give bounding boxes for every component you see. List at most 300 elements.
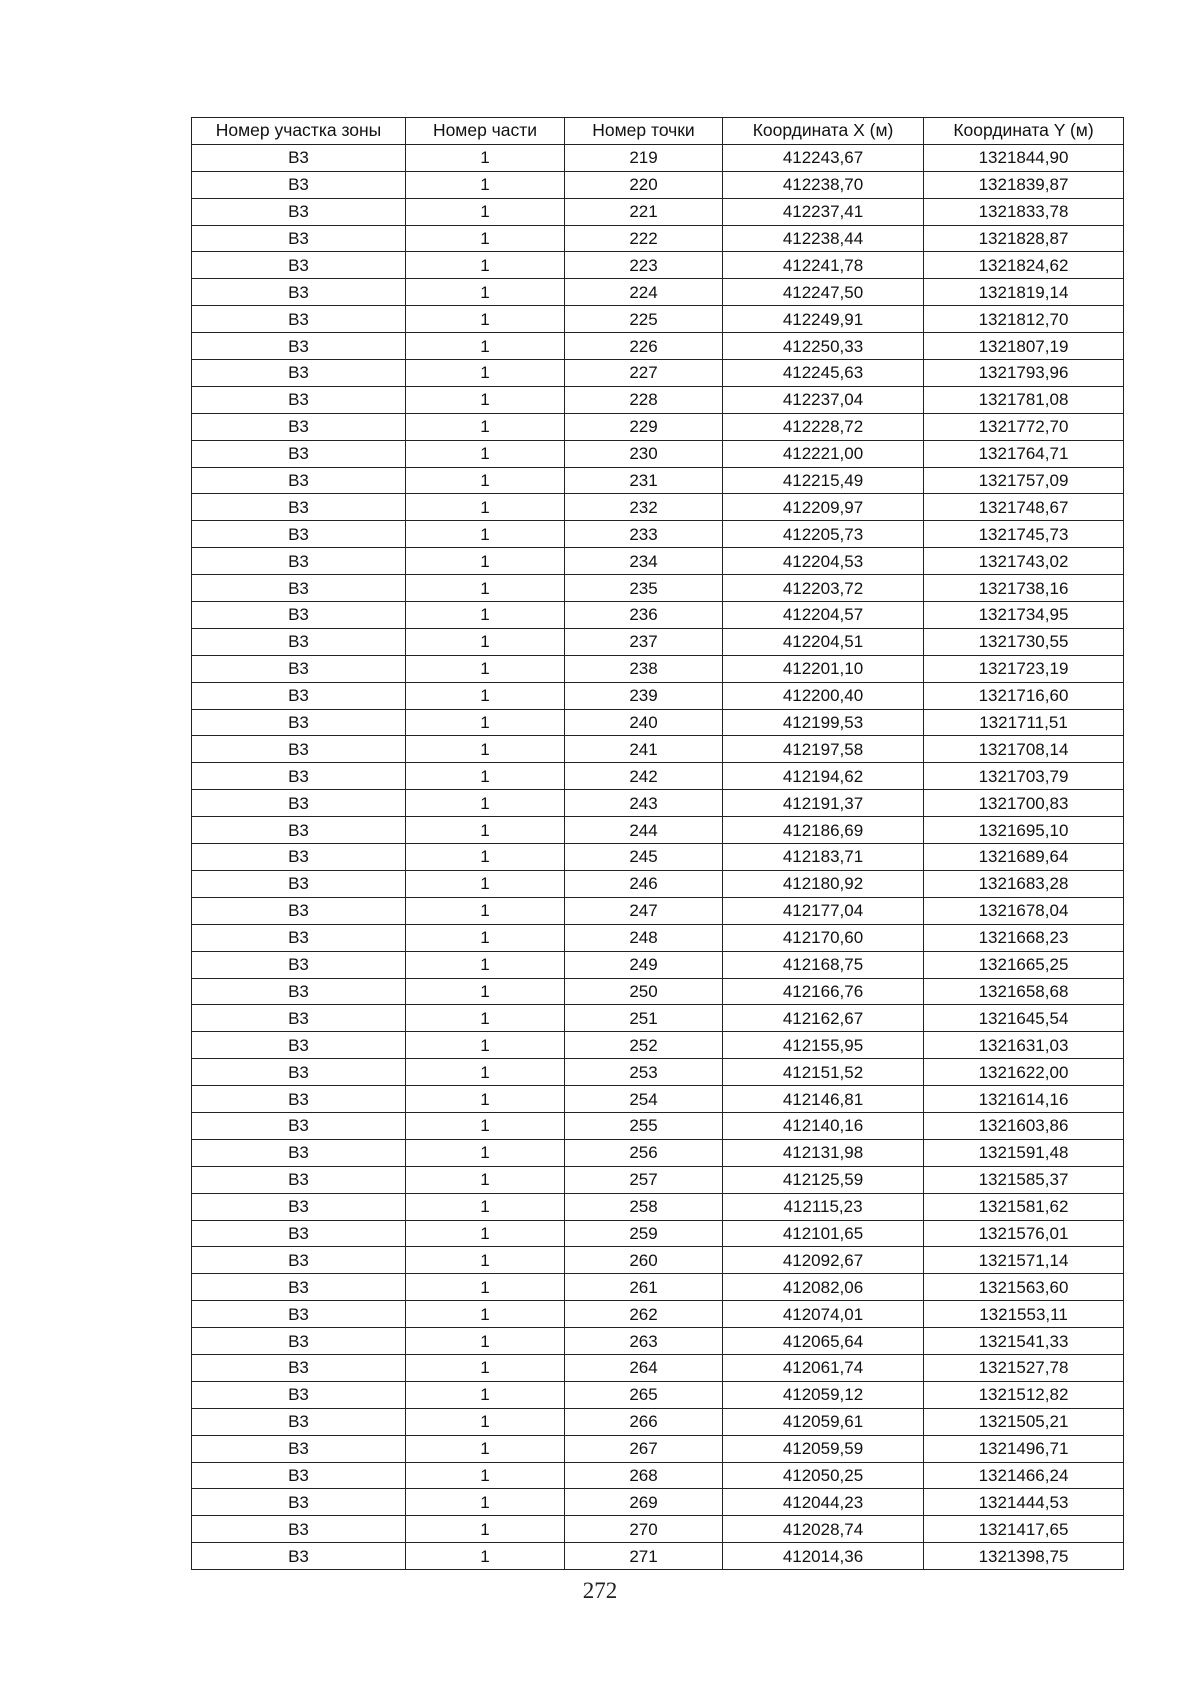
cell-part-number: 1 [406, 844, 565, 871]
cell-point-number: 235 [565, 575, 723, 602]
cell-zone-section: В3 [192, 144, 406, 171]
table-row [192, 279, 1124, 306]
cell-coordinate-y: 1321683,28 [924, 870, 1124, 897]
cell-coordinate-x: 412205,73 [723, 521, 924, 548]
cell-part-number: 1 [406, 467, 565, 494]
cell-coordinate-x: 412061,74 [723, 1354, 924, 1381]
cell-part-number: 1 [406, 1274, 565, 1301]
cell-zone-section: В3 [192, 817, 406, 844]
cell-zone-section: В3 [192, 1435, 406, 1462]
table-row [192, 252, 1124, 279]
cell-point-number: 244 [565, 817, 723, 844]
cell-coordinate-y: 1321398,75 [924, 1543, 1124, 1570]
table-row [192, 1005, 1124, 1032]
table-row [192, 1489, 1124, 1516]
table-row [192, 440, 1124, 467]
cell-coordinate-x: 412238,44 [723, 225, 924, 252]
cell-coordinate-x: 412209,97 [723, 494, 924, 521]
cell-coordinate-x: 412155,95 [723, 1032, 924, 1059]
cell-zone-section: В3 [192, 548, 406, 575]
header-point-number: Номер точки [565, 118, 723, 145]
cell-point-number: 256 [565, 1139, 723, 1166]
cell-coordinate-y: 1321812,70 [924, 306, 1124, 333]
cell-part-number: 1 [406, 225, 565, 252]
cell-part-number: 1 [406, 897, 565, 924]
table-row [192, 736, 1124, 763]
cell-part-number: 1 [406, 521, 565, 548]
table-row [192, 1059, 1124, 1086]
cell-coordinate-x: 412180,92 [723, 870, 924, 897]
cell-zone-section: В3 [192, 1166, 406, 1193]
cell-coordinate-y: 1321819,14 [924, 279, 1124, 306]
cell-point-number: 261 [565, 1274, 723, 1301]
cell-coordinate-y: 1321839,87 [924, 171, 1124, 198]
cell-coordinate-y: 1321668,23 [924, 924, 1124, 951]
cell-coordinate-y: 1321708,14 [924, 736, 1124, 763]
cell-coordinate-y: 1321658,68 [924, 978, 1124, 1005]
cell-zone-section: В3 [192, 736, 406, 763]
cell-coordinate-x: 412014,36 [723, 1543, 924, 1570]
cell-coordinate-y: 1321833,78 [924, 198, 1124, 225]
cell-point-number: 260 [565, 1247, 723, 1274]
table-row [192, 413, 1124, 440]
cell-point-number: 262 [565, 1301, 723, 1328]
cell-part-number: 1 [406, 1005, 565, 1032]
cell-part-number: 1 [406, 1516, 565, 1543]
table-row [192, 521, 1124, 548]
cell-part-number: 1 [406, 1193, 565, 1220]
cell-point-number: 250 [565, 978, 723, 1005]
table-row [192, 1274, 1124, 1301]
cell-point-number: 267 [565, 1435, 723, 1462]
cell-coordinate-x: 412250,33 [723, 333, 924, 360]
cell-coordinate-x: 412245,63 [723, 360, 924, 387]
cell-coordinate-x: 412186,69 [723, 817, 924, 844]
table-row [192, 1516, 1124, 1543]
table-row [192, 763, 1124, 790]
cell-coordinate-y: 1321603,86 [924, 1112, 1124, 1139]
cell-point-number: 270 [565, 1516, 723, 1543]
cell-coordinate-y: 1321844,90 [924, 144, 1124, 171]
cell-point-number: 236 [565, 602, 723, 629]
cell-zone-section: В3 [192, 521, 406, 548]
cell-zone-section: В3 [192, 467, 406, 494]
cell-coordinate-y: 1321743,02 [924, 548, 1124, 575]
cell-point-number: 263 [565, 1328, 723, 1355]
table-row [192, 548, 1124, 575]
cell-coordinate-y: 1321781,08 [924, 386, 1124, 413]
cell-coordinate-x: 412204,51 [723, 628, 924, 655]
table-row [192, 817, 1124, 844]
cell-zone-section: В3 [192, 1381, 406, 1408]
cell-zone-section: В3 [192, 1543, 406, 1570]
cell-part-number: 1 [406, 1059, 565, 1086]
cell-coordinate-x: 412221,00 [723, 440, 924, 467]
cell-coordinate-y: 1321585,37 [924, 1166, 1124, 1193]
table-row [192, 1301, 1124, 1328]
cell-zone-section: В3 [192, 225, 406, 252]
cell-part-number: 1 [406, 386, 565, 413]
cell-part-number: 1 [406, 1220, 565, 1247]
cell-point-number: 266 [565, 1408, 723, 1435]
cell-zone-section: В3 [192, 1408, 406, 1435]
cell-point-number: 247 [565, 897, 723, 924]
cell-point-number: 227 [565, 360, 723, 387]
cell-coordinate-x: 412115,23 [723, 1193, 924, 1220]
table-row [192, 225, 1124, 252]
cell-part-number: 1 [406, 1247, 565, 1274]
cell-coordinate-y: 1321716,60 [924, 682, 1124, 709]
cell-part-number: 1 [406, 171, 565, 198]
cell-coordinate-y: 1321757,09 [924, 467, 1124, 494]
cell-point-number: 225 [565, 306, 723, 333]
cell-coordinate-x: 412028,74 [723, 1516, 924, 1543]
cell-coordinate-y: 1321571,14 [924, 1247, 1124, 1274]
table-row [192, 1086, 1124, 1113]
cell-part-number: 1 [406, 279, 565, 306]
cell-zone-section: В3 [192, 844, 406, 871]
cell-point-number: 230 [565, 440, 723, 467]
cell-part-number: 1 [406, 978, 565, 1005]
cell-zone-section: В3 [192, 1354, 406, 1381]
cell-coordinate-x: 412243,67 [723, 144, 924, 171]
cell-coordinate-y: 1321614,16 [924, 1086, 1124, 1113]
cell-point-number: 237 [565, 628, 723, 655]
cell-coordinate-x: 412168,75 [723, 951, 924, 978]
cell-coordinate-y: 1321730,55 [924, 628, 1124, 655]
cell-coordinate-x: 412050,25 [723, 1462, 924, 1489]
cell-coordinate-x: 412215,49 [723, 467, 924, 494]
cell-point-number: 229 [565, 413, 723, 440]
cell-part-number: 1 [406, 440, 565, 467]
cell-coordinate-x: 412146,81 [723, 1086, 924, 1113]
cell-point-number: 234 [565, 548, 723, 575]
cell-part-number: 1 [406, 1489, 565, 1516]
cell-zone-section: В3 [192, 1139, 406, 1166]
cell-part-number: 1 [406, 1381, 565, 1408]
header-row [192, 118, 1124, 145]
table-row [192, 870, 1124, 897]
cell-zone-section: В3 [192, 870, 406, 897]
cell-coordinate-x: 412101,65 [723, 1220, 924, 1247]
cell-point-number: 232 [565, 494, 723, 521]
cell-coordinate-x: 412059,12 [723, 1381, 924, 1408]
cell-part-number: 1 [406, 1086, 565, 1113]
cell-point-number: 257 [565, 1166, 723, 1193]
cell-coordinate-x: 412183,71 [723, 844, 924, 871]
table-row [192, 494, 1124, 521]
cell-part-number: 1 [406, 1032, 565, 1059]
cell-point-number: 255 [565, 1112, 723, 1139]
cell-part-number: 1 [406, 1462, 565, 1489]
cell-coordinate-x: 412170,60 [723, 924, 924, 951]
cell-point-number: 233 [565, 521, 723, 548]
cell-coordinate-x: 412199,53 [723, 709, 924, 736]
page-number: 272 [582, 1578, 618, 1603]
cell-zone-section: В3 [192, 360, 406, 387]
cell-coordinate-y: 1321466,24 [924, 1462, 1124, 1489]
cell-coordinate-x: 412241,78 [723, 252, 924, 279]
cell-zone-section: В3 [192, 306, 406, 333]
cell-part-number: 1 [406, 817, 565, 844]
cell-coordinate-y: 1321745,73 [924, 521, 1124, 548]
cell-zone-section: В3 [192, 1462, 406, 1489]
cell-zone-section: В3 [192, 978, 406, 1005]
cell-part-number: 1 [406, 1435, 565, 1462]
cell-coordinate-x: 412082,06 [723, 1274, 924, 1301]
cell-part-number: 1 [406, 144, 565, 171]
cell-zone-section: В3 [192, 1247, 406, 1274]
cell-zone-section: В3 [192, 924, 406, 951]
cell-part-number: 1 [406, 306, 565, 333]
table-row [192, 1247, 1124, 1274]
table-row [192, 1112, 1124, 1139]
cell-coordinate-y: 1321553,11 [924, 1301, 1124, 1328]
cell-coordinate-y: 1321444,53 [924, 1489, 1124, 1516]
cell-part-number: 1 [406, 870, 565, 897]
cell-coordinate-y: 1321711,51 [924, 709, 1124, 736]
cell-coordinate-y: 1321496,71 [924, 1435, 1124, 1462]
table-row [192, 1193, 1124, 1220]
cell-point-number: 253 [565, 1059, 723, 1086]
cell-coordinate-y: 1321689,64 [924, 844, 1124, 871]
cell-point-number: 238 [565, 655, 723, 682]
cell-point-number: 239 [565, 682, 723, 709]
cell-zone-section: В3 [192, 1489, 406, 1516]
cell-coordinate-y: 1321665,25 [924, 951, 1124, 978]
table-row [192, 1328, 1124, 1355]
cell-zone-section: В3 [192, 440, 406, 467]
cell-point-number: 243 [565, 790, 723, 817]
cell-zone-section: В3 [192, 1220, 406, 1247]
cell-part-number: 1 [406, 252, 565, 279]
cell-coordinate-y: 1321581,62 [924, 1193, 1124, 1220]
cell-point-number: 249 [565, 951, 723, 978]
cell-zone-section: В3 [192, 682, 406, 709]
cell-zone-section: В3 [192, 575, 406, 602]
cell-point-number: 219 [565, 144, 723, 171]
cell-zone-section: В3 [192, 386, 406, 413]
cell-zone-section: В3 [192, 333, 406, 360]
cell-coordinate-x: 412238,70 [723, 171, 924, 198]
cell-coordinate-y: 1321645,54 [924, 1005, 1124, 1032]
cell-point-number: 264 [565, 1354, 723, 1381]
cell-part-number: 1 [406, 1301, 565, 1328]
header-part-number: Номер части [406, 118, 565, 145]
cell-point-number: 223 [565, 252, 723, 279]
table-body [192, 144, 1124, 1569]
cell-coordinate-x: 412237,04 [723, 386, 924, 413]
cell-coordinate-y: 1321695,10 [924, 817, 1124, 844]
cell-zone-section: В3 [192, 1301, 406, 1328]
cell-coordinate-x: 412203,72 [723, 575, 924, 602]
cell-coordinate-y: 1321807,19 [924, 333, 1124, 360]
cell-point-number: 228 [565, 386, 723, 413]
cell-point-number: 231 [565, 467, 723, 494]
cell-part-number: 1 [406, 1408, 565, 1435]
cell-coordinate-y: 1321828,87 [924, 225, 1124, 252]
cell-point-number: 252 [565, 1032, 723, 1059]
cell-point-number: 245 [565, 844, 723, 871]
cell-part-number: 1 [406, 655, 565, 682]
cell-point-number: 271 [565, 1543, 723, 1570]
table-row [192, 602, 1124, 629]
table-row [192, 1381, 1124, 1408]
cell-coordinate-x: 412059,59 [723, 1435, 924, 1462]
cell-coordinate-x: 412044,23 [723, 1489, 924, 1516]
table-header [192, 118, 1124, 145]
cell-coordinate-y: 1321622,00 [924, 1059, 1124, 1086]
cell-point-number: 221 [565, 198, 723, 225]
cell-coordinate-x: 412194,62 [723, 763, 924, 790]
cell-coordinate-x: 412204,53 [723, 548, 924, 575]
cell-coordinate-x: 412201,10 [723, 655, 924, 682]
cell-coordinate-x: 412166,76 [723, 978, 924, 1005]
cell-part-number: 1 [406, 1354, 565, 1381]
cell-coordinate-y: 1321512,82 [924, 1381, 1124, 1408]
table-row [192, 978, 1124, 1005]
table-row [192, 709, 1124, 736]
cell-coordinate-x: 412065,64 [723, 1328, 924, 1355]
cell-point-number: 265 [565, 1381, 723, 1408]
cell-point-number: 254 [565, 1086, 723, 1113]
table-row [192, 467, 1124, 494]
table-row [192, 386, 1124, 413]
table-row [192, 1354, 1124, 1381]
table-row [192, 1408, 1124, 1435]
table-row [192, 1543, 1124, 1570]
cell-point-number: 248 [565, 924, 723, 951]
table-row [192, 655, 1124, 682]
cell-zone-section: В3 [192, 198, 406, 225]
cell-coordinate-x: 412204,57 [723, 602, 924, 629]
table-row [192, 1435, 1124, 1462]
cell-part-number: 1 [406, 1112, 565, 1139]
cell-coordinate-y: 1321591,48 [924, 1139, 1124, 1166]
cell-coordinate-x: 412200,40 [723, 682, 924, 709]
cell-coordinate-y: 1321417,65 [924, 1516, 1124, 1543]
cell-part-number: 1 [406, 709, 565, 736]
table-row [192, 924, 1124, 951]
cell-coordinate-y: 1321764,71 [924, 440, 1124, 467]
table-row [192, 682, 1124, 709]
table-row [192, 897, 1124, 924]
cell-zone-section: В3 [192, 494, 406, 521]
header-coordinate-x: Координата X (м) [723, 118, 924, 145]
cell-part-number: 1 [406, 924, 565, 951]
header-zone-section: Номер участка зоны [192, 118, 406, 145]
table-row [192, 1139, 1124, 1166]
table-row [192, 951, 1124, 978]
table-row [192, 628, 1124, 655]
cell-zone-section: В3 [192, 171, 406, 198]
cell-coordinate-y: 1321793,96 [924, 360, 1124, 387]
cell-part-number: 1 [406, 951, 565, 978]
cell-part-number: 1 [406, 548, 565, 575]
cell-part-number: 1 [406, 333, 565, 360]
cell-part-number: 1 [406, 1166, 565, 1193]
cell-zone-section: В3 [192, 897, 406, 924]
cell-point-number: 224 [565, 279, 723, 306]
cell-zone-section: В3 [192, 1005, 406, 1032]
cell-zone-section: В3 [192, 1328, 406, 1355]
cell-point-number: 241 [565, 736, 723, 763]
cell-zone-section: В3 [192, 1032, 406, 1059]
cell-coordinate-y: 1321631,03 [924, 1032, 1124, 1059]
cell-coordinate-y: 1321678,04 [924, 897, 1124, 924]
cell-coordinate-y: 1321700,83 [924, 790, 1124, 817]
cell-coordinate-x: 412237,41 [723, 198, 924, 225]
cell-point-number: 246 [565, 870, 723, 897]
cell-zone-section: В3 [192, 413, 406, 440]
table-row [192, 333, 1124, 360]
cell-coordinate-x: 412092,67 [723, 1247, 924, 1274]
cell-part-number: 1 [406, 1139, 565, 1166]
cell-zone-section: В3 [192, 1112, 406, 1139]
cell-point-number: 222 [565, 225, 723, 252]
table-row [192, 306, 1124, 333]
table-row [192, 1462, 1124, 1489]
cell-zone-section: В3 [192, 628, 406, 655]
cell-part-number: 1 [406, 682, 565, 709]
cell-coordinate-x: 412162,67 [723, 1005, 924, 1032]
cell-part-number: 1 [406, 602, 565, 629]
cell-coordinate-y: 1321505,21 [924, 1408, 1124, 1435]
cell-part-number: 1 [406, 763, 565, 790]
cell-coordinate-x: 412247,50 [723, 279, 924, 306]
cell-coordinate-y: 1321738,16 [924, 575, 1124, 602]
cell-point-number: 242 [565, 763, 723, 790]
cell-zone-section: В3 [192, 709, 406, 736]
cell-coordinate-x: 412140,16 [723, 1112, 924, 1139]
cell-coordinate-x: 412177,04 [723, 897, 924, 924]
cell-point-number: 269 [565, 1489, 723, 1516]
cell-zone-section: В3 [192, 1059, 406, 1086]
cell-coordinate-y: 1321576,01 [924, 1220, 1124, 1247]
table-row [192, 360, 1124, 387]
coordinates-table [191, 117, 1124, 1570]
table-row [192, 198, 1124, 225]
table-row [192, 575, 1124, 602]
cell-coordinate-y: 1321824,62 [924, 252, 1124, 279]
cell-coordinate-x: 412151,52 [723, 1059, 924, 1086]
cell-zone-section: В3 [192, 790, 406, 817]
cell-coordinate-y: 1321541,33 [924, 1328, 1124, 1355]
cell-part-number: 1 [406, 198, 565, 225]
cell-zone-section: В3 [192, 951, 406, 978]
cell-zone-section: В3 [192, 1086, 406, 1113]
cell-zone-section: В3 [192, 1516, 406, 1543]
table-row [192, 144, 1124, 171]
cell-coordinate-y: 1321734,95 [924, 602, 1124, 629]
cell-zone-section: В3 [192, 763, 406, 790]
cell-zone-section: В3 [192, 1193, 406, 1220]
cell-point-number: 268 [565, 1462, 723, 1489]
cell-coordinate-x: 412228,72 [723, 413, 924, 440]
cell-coordinate-y: 1321703,79 [924, 763, 1124, 790]
cell-zone-section: В3 [192, 252, 406, 279]
header-coordinate-y: Координата Y (м) [924, 118, 1124, 145]
cell-point-number: 259 [565, 1220, 723, 1247]
cell-coordinate-x: 412125,59 [723, 1166, 924, 1193]
cell-coordinate-y: 1321527,78 [924, 1354, 1124, 1381]
cell-point-number: 251 [565, 1005, 723, 1032]
cell-coordinate-y: 1321748,67 [924, 494, 1124, 521]
cell-coordinate-x: 412191,37 [723, 790, 924, 817]
cell-part-number: 1 [406, 628, 565, 655]
table-row [192, 1032, 1124, 1059]
cell-zone-section: В3 [192, 655, 406, 682]
